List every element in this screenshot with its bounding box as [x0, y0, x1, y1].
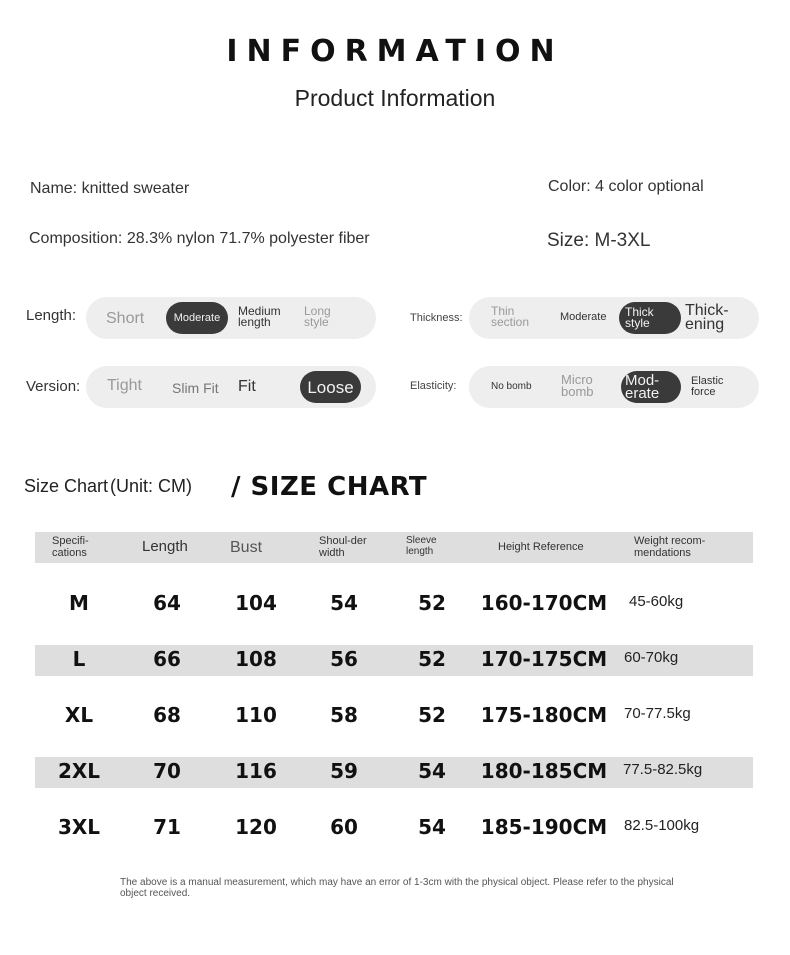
length-option-medium: Medium length	[238, 304, 281, 329]
cell-size: XL	[64, 703, 94, 727]
table-row	[0, 817, 790, 839]
header-bust: Bust	[230, 539, 263, 556]
cell-size: L	[72, 647, 86, 671]
elasticity-option-moderate-selected: Mod-erate	[621, 371, 681, 403]
thickness-option-thin: Thin section	[491, 304, 530, 329]
measurement-note: The above is a manual measurement, which may have an error of 1-3cm with the physical object. Please refer to the physical object received.	[120, 877, 674, 899]
cell-bust: 120	[235, 815, 277, 839]
cell-shoulder: 56	[330, 647, 358, 671]
table-header	[35, 532, 753, 563]
length-option-short: Short	[106, 310, 145, 327]
thickness-option-moderate: Moderate	[560, 311, 607, 323]
elasticity-scale	[469, 366, 759, 408]
cell-height: 185-190CM	[480, 815, 608, 839]
cell-bust: 110	[235, 703, 277, 727]
cell-bust: 108	[235, 647, 277, 671]
cell-length: 66	[153, 647, 181, 671]
cell-weight: 60-70kg	[624, 649, 679, 666]
cell-bust: 116	[235, 759, 277, 783]
header-length: Length	[142, 538, 188, 555]
table-row	[0, 705, 790, 727]
header-specifications: Specifi-cations	[52, 535, 89, 559]
cell-weight: 82.5-100kg	[624, 817, 700, 834]
header-shoulder: Shoul-der width	[319, 535, 367, 559]
length-option-moderate-selected: Moderate	[166, 302, 228, 334]
cell-sleeve: 54	[418, 815, 446, 839]
product-name: Name: knitted sweater	[30, 180, 190, 197]
cell-weight: 45-60kg	[629, 593, 684, 610]
product-size: Size: M-3XL	[547, 230, 651, 251]
thickness-option-thickening: Thick-ening	[685, 302, 729, 333]
cell-length: 71	[153, 815, 181, 839]
cell-shoulder: 60	[330, 815, 358, 839]
page-subtitle: Product Information	[294, 85, 496, 111]
elasticity-label: Elasticity:	[410, 380, 457, 392]
table-row	[0, 593, 790, 615]
elasticity-option-elastic-force: Elastic force	[691, 375, 724, 398]
version-option-loose-selected: Loose	[300, 371, 361, 403]
header-sleeve: Sleeve length	[406, 535, 437, 557]
length-label: Length:	[26, 307, 77, 324]
cell-shoulder: 59	[330, 759, 358, 783]
product-composition: Composition: 28.3% nylon 71.7% polyester fiber	[29, 230, 370, 247]
thickness-scale	[469, 297, 759, 339]
cell-weight: 70-77.5kg	[624, 705, 691, 722]
size-chart-title-en: / SIZE CHART	[231, 472, 428, 502]
cell-length: 68	[153, 703, 181, 727]
table-row	[0, 649, 790, 671]
length-option-long: Long style	[304, 304, 331, 329]
cell-height: 180-185CM	[480, 759, 608, 783]
cell-sleeve: 52	[418, 703, 446, 727]
cell-height: 170-175CM	[480, 647, 608, 671]
thickness-label: Thickness:	[410, 312, 463, 324]
elasticity-option-no-bomb: No bomb	[491, 381, 532, 392]
header-weight: Weight recom-mendations	[634, 535, 706, 559]
cell-sleeve: 54	[418, 759, 446, 783]
cell-length: 70	[153, 759, 181, 783]
header-height: Height Reference	[498, 541, 584, 553]
cell-length: 64	[153, 591, 181, 615]
table-row	[0, 761, 790, 783]
cell-height: 160-170CM	[480, 591, 608, 615]
elasticity-option-micro-bomb: Micro bomb	[561, 372, 594, 399]
cell-weight: 77.5-82.5kg	[623, 761, 703, 778]
version-option-fit: Fit	[238, 378, 256, 395]
cell-height: 175-180CM	[480, 703, 608, 727]
cell-sleeve: 52	[418, 647, 446, 671]
size-chart-title: Size Chart	[24, 476, 109, 496]
version-option-tight: Tight	[107, 377, 142, 394]
cell-bust: 104	[235, 591, 277, 615]
cell-size: 3XL	[57, 815, 101, 839]
cell-size: 2XL	[57, 759, 101, 783]
length-scale	[86, 297, 376, 339]
cell-shoulder: 54	[330, 591, 358, 615]
cell-shoulder: 58	[330, 703, 358, 727]
version-label: Version:	[26, 378, 81, 395]
product-color: Color: 4 color optional	[548, 178, 704, 195]
version-scale	[86, 366, 376, 408]
size-chart-heading	[24, 476, 192, 497]
cell-sleeve: 52	[418, 591, 446, 615]
version-option-slim-fit: Slim Fit	[172, 380, 219, 396]
size-chart-unit: (Unit: CM)	[110, 476, 193, 496]
thickness-option-thick-selected: Thick style	[619, 302, 681, 334]
cell-size: M	[69, 591, 89, 615]
page-title: INFORMATION	[226, 34, 564, 69]
